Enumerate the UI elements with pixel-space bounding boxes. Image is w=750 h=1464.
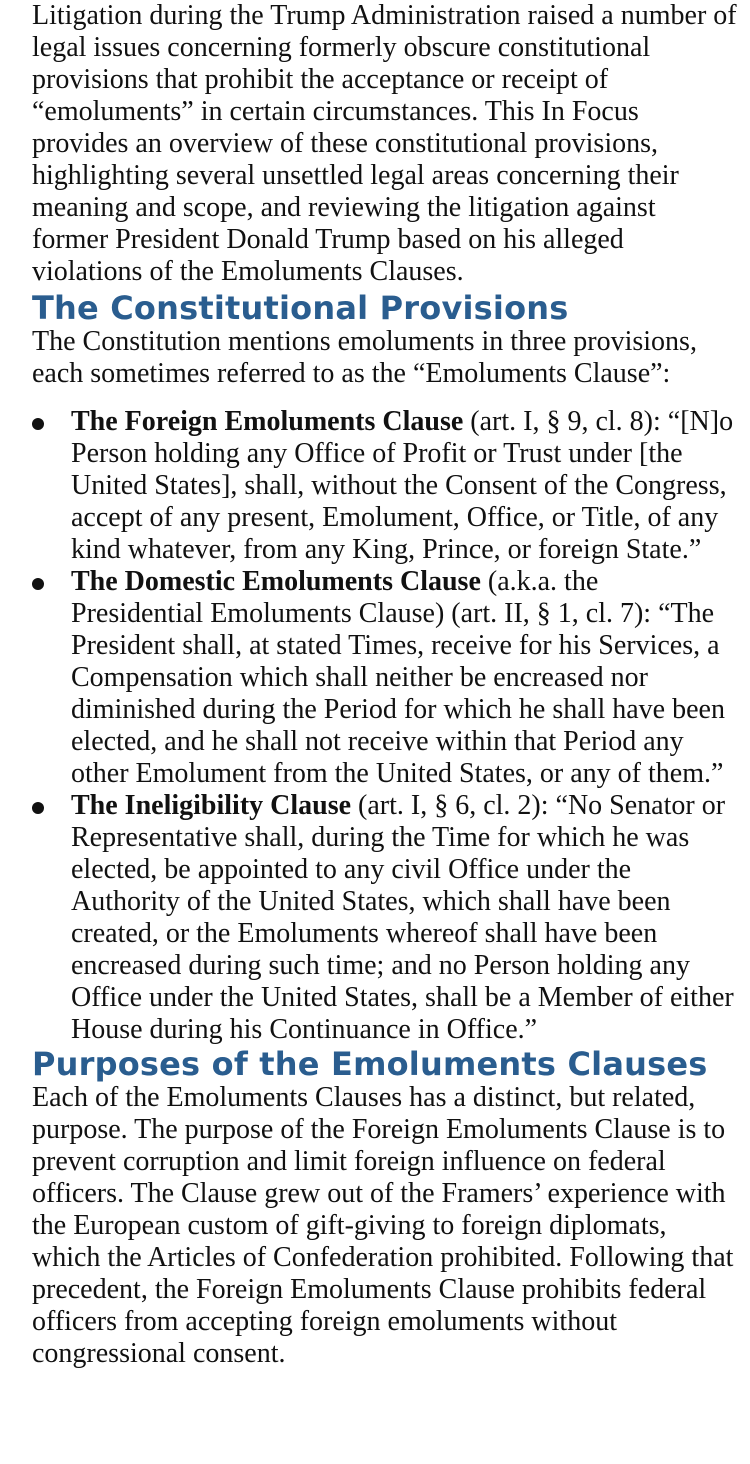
clause-list bbox=[32, 406, 737, 1046]
document-page bbox=[32, 0, 737, 1370]
clause-name: The Foreign Emoluments Clause bbox=[71, 406, 464, 437]
bullet-icon bbox=[32, 578, 44, 590]
clause-text: (a.k.a. the Presidential Emoluments Clause) (art. II, § 1, cl. 7): “The President shall, at stated Times, receive for his Services, a Compensation which shall neither be encreased nor diminished during the Period for which he shall have been elected, and he shall not receive within that Period any other Emolument from the United States, or any of them.” bbox=[71, 566, 725, 789]
intro-paragraph: Litigation during the Trump Administration raised a number of legal issues concerning formerly obscure constitutional provisions that prohibit the acceptance or receipt of “emoluments” in certain circumstances. This In Focus provides an overview of these constitutional provisions, highlighting several unsettled legal areas concerning their meaning and scope, and reviewing the litigation against former President Donald Trump based on his alleged violations of the Emoluments Clauses. bbox=[32, 0, 737, 287]
clause-text: (art. I, § 9, cl. 8): “[N]o Person holding any Office of Profit or Trust under [the United States], shall, without the Consent of the Congress, accept of any present, Emolument, Office, or Title, of any kind whatever, from any King, Prince, or foreign State.” bbox=[71, 406, 734, 565]
bullet-icon bbox=[32, 802, 44, 814]
clause-name: The Ineligibility Clause bbox=[71, 790, 352, 821]
section-heading-purposes: Purposes of the Emoluments Clauses bbox=[32, 1045, 708, 1083]
list-item-ineligibility-clause bbox=[32, 790, 737, 1046]
clause-name: The Domestic Emoluments Clause bbox=[71, 566, 481, 597]
list-item-foreign-emoluments-clause bbox=[32, 406, 737, 566]
section-lead-paragraph: The Constitution mentions emoluments in three provisions, each sometimes referred to as the “Emoluments Clause”: bbox=[32, 326, 697, 389]
list-item-domestic-emoluments-clause bbox=[32, 566, 737, 790]
section-heading-constitutional-provisions: The Constitutional Provisions bbox=[32, 289, 569, 327]
bullet-icon bbox=[32, 418, 44, 430]
clause-text: (art. I, § 6, cl. 2): “No Senator or Representative shall, during the Time for which he was elected, be appointed to any civil Office under the Authority of the United States, which shall have been created, or the Emoluments whereof shall have been encreased during such time; and no Person holding any Office under the United States, shall be a Member of either House during his Continuance in Office.” bbox=[71, 790, 734, 1045]
purposes-paragraph: Each of the Emoluments Clauses has a distinct, but related, purpose. The purpose of the Foreign Emoluments Clause is to prevent corruption and limit foreign influence on federal officers. The Clause grew out of the Framers’ experience with the European custom of gift-giving to foreign diplomats, which the Articles of Confederation prohibited. Following that precedent, the Foreign Emoluments Clause prohibits federal officers from accepting foreign emoluments without congressional consent. bbox=[32, 1082, 734, 1369]
